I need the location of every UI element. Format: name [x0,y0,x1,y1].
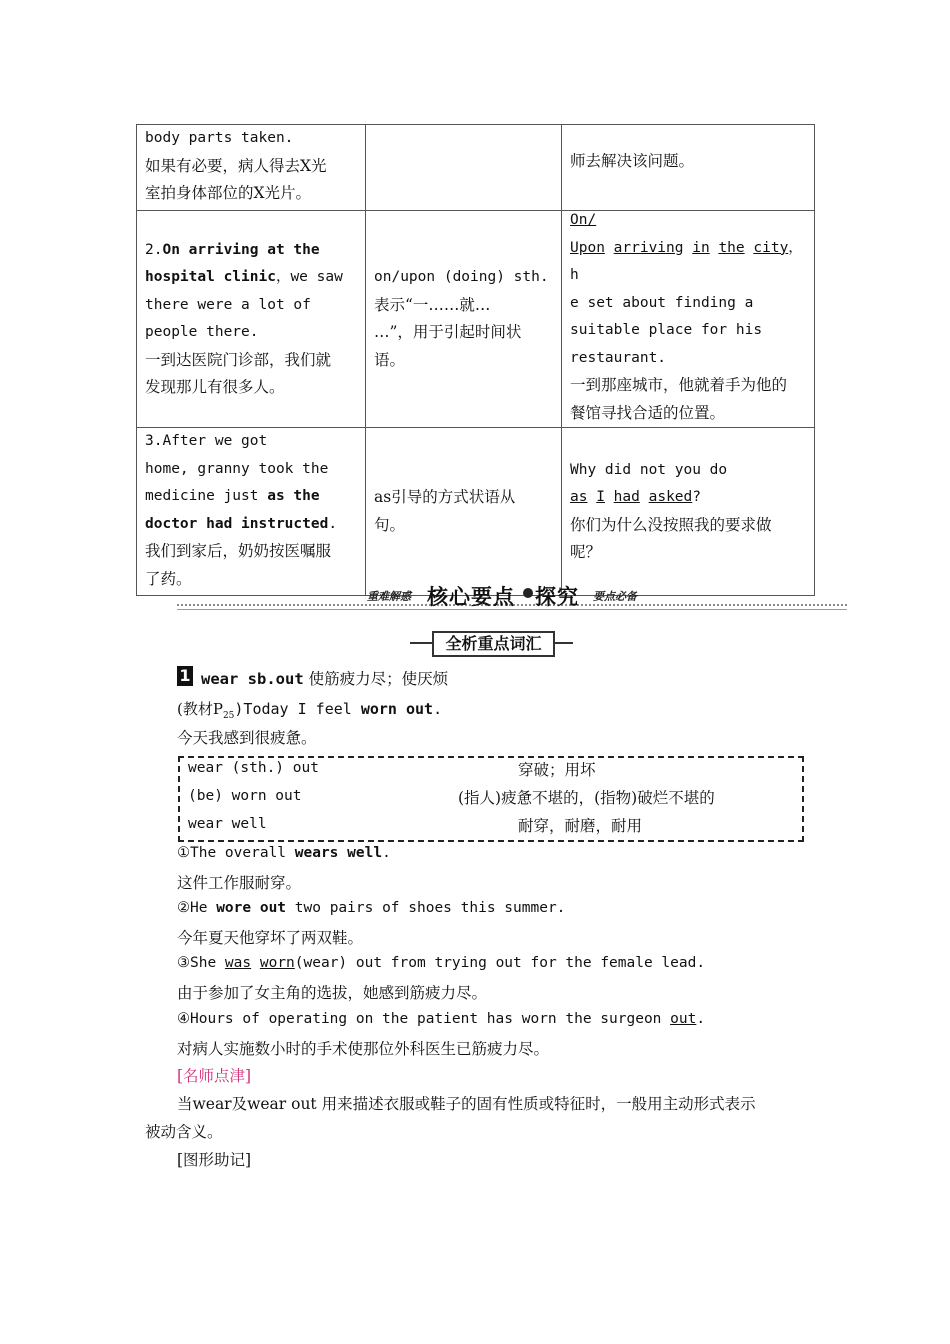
plain-text: . [328,515,338,532]
entry-source [177,698,442,721]
cell-line: …”，用于引起时间状 [374,323,522,341]
graphic-aid-label: [图形助记] [177,1151,252,1169]
plain-text: ，h [570,239,803,283]
table-cell [366,125,562,211]
answer-blank: was [224,955,252,971]
cell-line: 如果有必要，病人得去X光 [145,156,327,175]
teacher-tip-label: [名师点津] [177,1067,252,1085]
underlined-text: I [596,489,605,505]
item-number: 2. [145,241,163,258]
plain-text: ④Hours of operating on the patient has worn the surgeon [177,1011,671,1027]
example-2-translation: 今年夏天他穿坏了两双鞋。 [177,929,364,947]
phrase-en: wear well [188,816,267,832]
example-2 [177,900,565,916]
bold-text: worn out [360,700,434,718]
entry-phrase: wear sb.out [201,670,304,688]
source-sentence: )Today I feel [234,700,361,718]
section-title [410,631,573,655]
phrase-box [178,756,804,842]
cell-line: restaurant. [570,349,667,366]
underlined-text: the [718,239,745,256]
cell-line: 语。 [374,350,406,369]
plain-text: . [382,845,391,861]
cell-line [145,511,357,539]
cell-line: 一到达医院门诊部，我们就 [145,350,332,369]
entry-meaning: 使筋疲力尽；使厌烦 [308,670,449,688]
bold-text: as the [267,488,320,504]
table-cell [137,125,366,211]
banner-title-b: 探究 [535,584,579,609]
table-row [137,125,815,211]
cell-line: On/ [570,212,597,228]
plain-text: ②He [177,900,217,916]
cell-line [570,235,806,290]
cell-line: suitable place for his [570,322,763,338]
teacher-tip-text-cont: 被动含义。 [145,1123,223,1141]
underlined-text: had [613,489,640,505]
cell-line [570,484,806,512]
table-cell [137,211,366,428]
plain-text: . [433,700,443,718]
cell-line: 室拍身体部位的X光片。 [145,184,312,202]
entry-number: 1 [177,666,193,686]
underlined-text: asked [648,489,693,505]
cell-line: 表示“一……就… [374,295,491,314]
cell-line [145,264,357,292]
answer-blank: out [670,1011,697,1027]
table-row [137,428,815,596]
example-4 [177,1011,705,1027]
phrase-en: (be) worn out [188,788,302,804]
bold-text: wore out [216,900,287,916]
plain-text: (wear) out from trying out for the female lead. [294,955,706,971]
table-cell [366,211,562,428]
cell-line: 一到那座城市，他就着手为他的 [570,376,788,394]
plain-text: ，we saw [275,269,343,285]
table-cell [562,211,815,428]
plain-text: two pairs of shoes this summer. [286,900,566,916]
underlined-text: arriving [613,239,684,256]
plain-text: . [696,1011,706,1027]
plain-text: medicine just [145,488,268,504]
example-3-translation: 由于参加了女主角的选拔，她感到筋疲力尽。 [177,984,488,1002]
example-4-translation: 对病人实施数小时的手术使那位外科医生已筋疲力尽。 [177,1040,550,1058]
cell-line: home, granny took the [145,460,329,477]
example-1-translation: 这件工作服耐穿。 [177,874,302,892]
source-prefix: (教材P [177,700,223,718]
cell-line: Why did not you do [570,461,728,478]
source-page: 25 [222,711,235,721]
underlined-text: as [570,489,588,505]
cell-line: 呢？ [570,543,602,561]
cell-line: 师去解决该问题。 [570,152,695,170]
teacher-tip-text: 当wear及wear out 用来描述衣服或鞋子的固有性质或特征时，一般用主动形式表示 [177,1095,756,1113]
entry-heading [201,667,448,689]
cell-line: people there. [145,324,259,340]
cell-line [145,237,357,265]
bold-text: wears well [294,845,383,861]
example-1 [177,845,391,861]
underlined-text: city [753,239,789,256]
cell-line: 我们到家后，奶奶按医嘱服 [145,542,332,560]
cell-line: 你们为什么没按照我的要求做 [570,515,772,534]
phrase-cn: 耐穿，耐磨，耐用 [518,817,643,835]
banner-arrow-icon [523,588,533,598]
underlined-text: Upon [570,239,605,256]
phrase-cn: (指人)疲惫不堪的，(指物)破烂不堪的 [458,789,715,807]
table-row [137,211,815,428]
cell-line: 了药。 [145,569,192,588]
cell-line: e set about finding a [570,294,754,311]
table-cell [562,428,815,596]
table-cell [137,428,366,596]
cell-line: there were a lot of [145,296,311,313]
cell-line: on/upon (doing) sth. [374,269,549,285]
plain-text: ③She [177,955,225,971]
phrase-en: wear (sth.) out [188,760,319,776]
bold-text: doctor had instructed [145,515,329,532]
underlined-text: in [692,239,710,256]
banner-left-caption: 重难解惑 [367,590,411,603]
plain-text: ①The overall [177,845,295,861]
table-cell [366,428,562,596]
table-cell [562,125,815,211]
answer-blank: worn [259,955,295,971]
example-3 [177,955,705,971]
cell-line: 3.After we got [145,433,268,449]
phrase-cn: 穿破；用坏 [518,761,596,779]
vocab-table [136,124,815,596]
cell-line [145,483,357,511]
bold-text: On arriving at the [162,241,320,258]
cell-line: 句。 [374,515,406,534]
bold-text: hospital clinic [145,269,276,285]
source-translation: 今天我感到很疲惫。 [177,729,317,747]
section-banner [177,583,847,611]
banner-title-a: 核心要点 [427,584,515,609]
cell-line: 发现那儿有很多人。 [145,378,285,396]
banner-right-caption: 要点必备 [593,590,637,603]
section-title-label: 全析重点词汇 [432,631,555,657]
plain-text: ? [692,489,701,505]
cell-line: 餐馆寻找合适的位置。 [570,403,726,422]
cell-line: as引导的方式状语从 [374,488,516,506]
cell-line: body parts taken. [145,130,294,146]
